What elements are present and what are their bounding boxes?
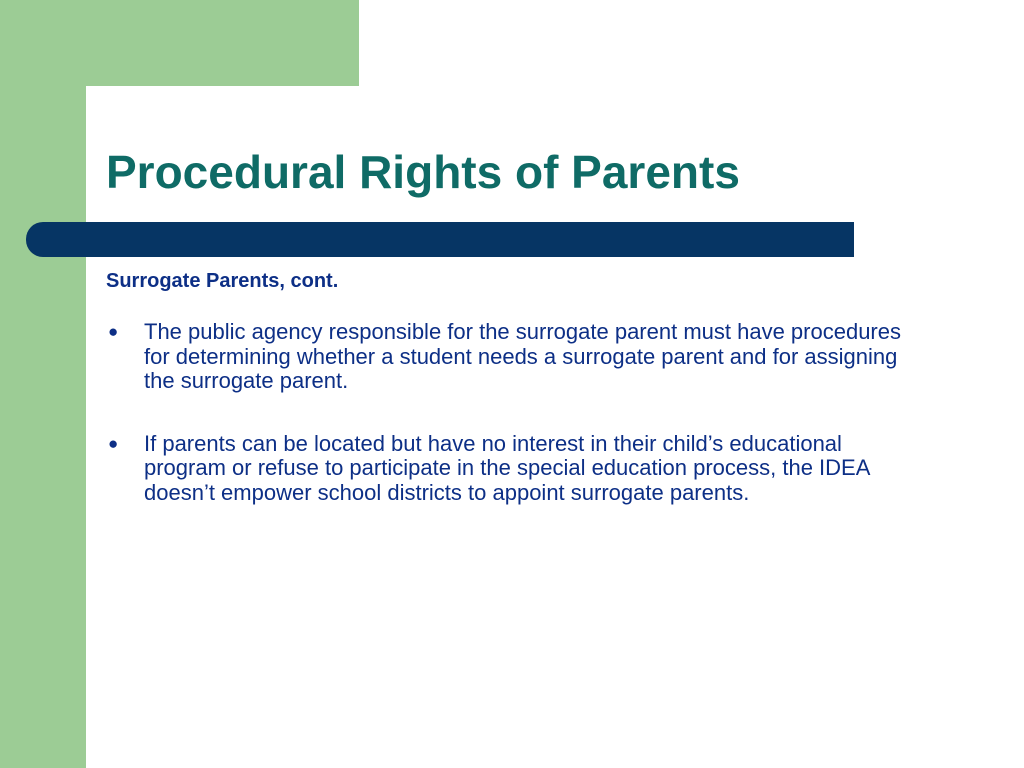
slide-content (106, 266, 936, 543)
green-top-band (0, 0, 359, 86)
bullet-text: The public agency responsible for the surrogate parent must have procedures for determining whether a student needs a surrogate parent and for assigning the surrogate parent. (144, 319, 901, 393)
white-content-panel-top (126, 86, 1024, 146)
subheading: Surrogate Parents, cont. (106, 270, 339, 292)
bullet-item (106, 320, 936, 394)
bullet-icon: ● (108, 433, 119, 453)
slide-title: Procedural Rights of Parents (106, 146, 740, 198)
title-underline-bar (26, 222, 854, 257)
bullet-text: If parents can be located but have no interest in their child’s educational program or refuse to participate in the special education process, the IDEA doesn’t empower school districts to appoint surrogate parents. (144, 430, 870, 505)
bullet-list (106, 320, 936, 505)
bullet-item (106, 432, 936, 506)
bullet-icon: ● (108, 322, 119, 341)
green-side-band (0, 0, 86, 768)
